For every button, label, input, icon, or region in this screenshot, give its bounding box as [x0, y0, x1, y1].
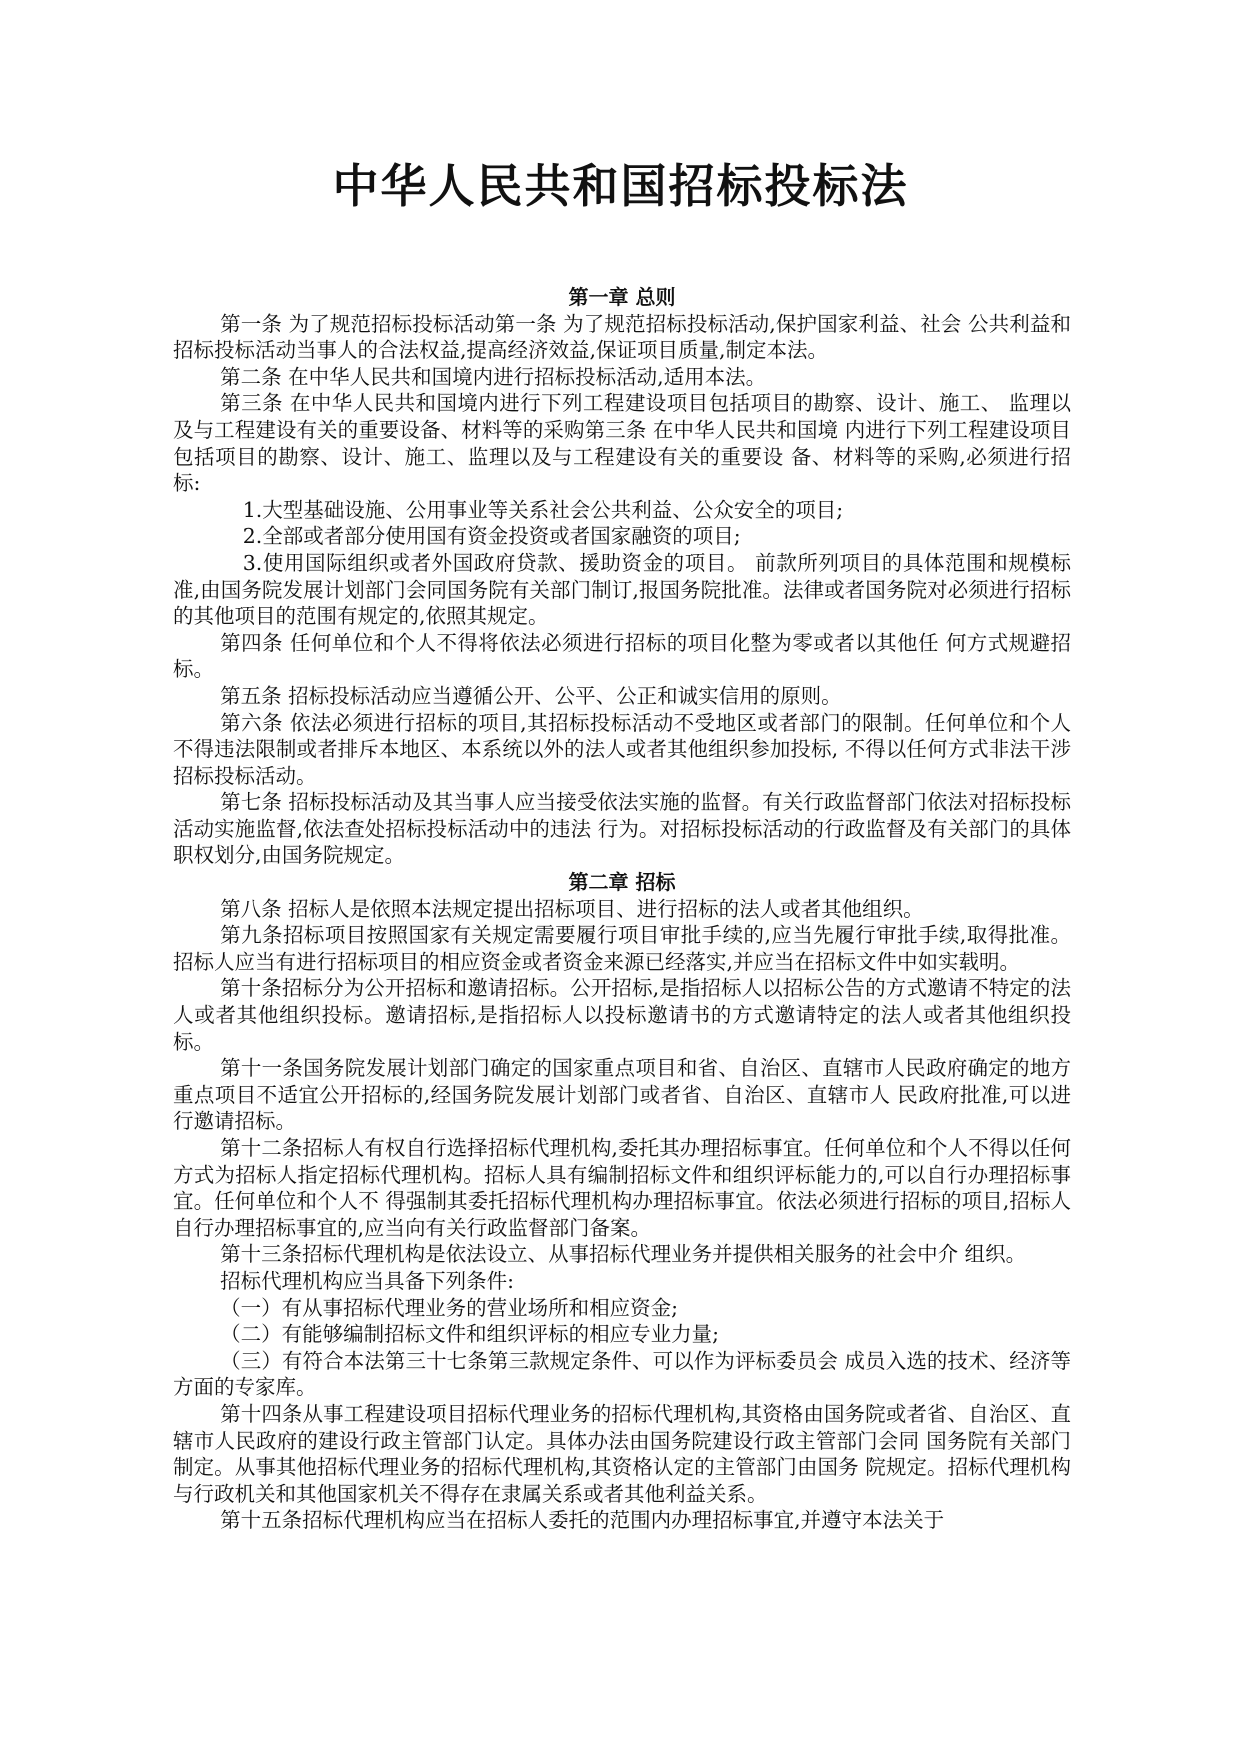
article-3-item-1: 1.大型基础设施、公用事业等关系社会公共利益、公众安全的项目; [242, 497, 844, 522]
chapter-1-heading: 第一章 总则 [568, 285, 676, 309]
condition-2: （二）有能够编制招标文件和组织评标的相应专业力量; [220, 1322, 720, 1347]
article-13-conditions-intro: 招标代理机构应当具备下列条件: [220, 1268, 515, 1293]
condition-3: （三）有符合本法第三十七条第三款规定条件、可以作为评标委员会 成员入选的技术、经济等方面的专家库。 [173, 1348, 1071, 1400]
article-6: 第六条 依法必须进行招标的项目,其招标投标活动不受地区或者部门的限制。任何单位和个人不得违法限制或者排斥本地区、本系统以外的法人或者其他组织参加投标, 不得以任何方式非法干涉招标投标活动。 [173, 710, 1071, 788]
article-3-item-2: 2.全部或者部分使用国有资金投资或者国家融资的项目; [242, 524, 741, 549]
article-14: 第十四条从事工程建设项目招标代理业务的招标代理机构,其资格由国务院或者省、自治区、直辖市人民政府的建设行政主管部门认定。具体办法由国务院建设行政主管部门会同 国务院有关部门制定。从事其他招标代理业务的招标代理机构,其资格认定的主管部门由国务 院规定。招标代理机构与行政机关和其他国家机关不得存在隶属关系或者其他利益关系。 [173, 1401, 1071, 1506]
article-7: 第七条 招标投标活动及其当事人应当接受依法实施的监督。有关行政监督部门依法对招标投标活动实施监督,依法查处招标投标活动中的违法 行为。对招标投标活动的行政监督及有关部门的具体职权划分,由国务院规定。 [173, 790, 1071, 868]
article-10: 第十条招标分为公开招标和邀请招标。公开招标,是指招标人以招标公告的方式邀请不特定的法人或者其他组织投标。邀请招标,是指招标人以投标邀请书的方式邀请特定的法人或者其他组织投标。 [173, 976, 1071, 1054]
article-4: 第四条 任何单位和个人不得将依法必须进行招标的项目化整为零或者以其他任 何方式规避招标。 [173, 630, 1071, 682]
article-1: 第一条 为了规范招标投标活动第一条 为了规范招标投标活动,保护国家利益、社会 公共利益和招标投标活动当事人的合法权益,提高经济效益,保证项目质量,制定本法。 [173, 311, 1071, 363]
article-5: 第五条 招标投标活动应当遵循公开、公平、公正和诚实信用的原则。 [220, 683, 842, 708]
article-3: 第三条 在中华人民共和国境内进行下列工程建设项目包括项目的勘察、设计、施工、 监理以及与工程建设有关的重要设备、材料等的采购第三条 在中华人民共和国境 内进行下列工程建设项目包括项目的勘察、设计、施工、监理以及与工程建设有关的重要设 备、材料等的采购,必须进行招标: [173, 391, 1071, 496]
chapter-2-heading: 第二章 招标 [568, 870, 676, 895]
article-2: 第二条 在中华人民共和国境内进行招标投标活动,适用本法。 [220, 364, 767, 389]
article-11: 第十一条国务院发展计划部门确定的国家重点项目和省、自治区、直辖市人民政府确定的地方重点项目不适宜公开招标的,经国务院发展计划部门或者省、自治区、直辖市人 民政府批准,可以进行邀请招标。 [173, 1056, 1071, 1134]
article-13: 第十三条招标代理机构是依法设立、从事招标代理业务并提供相关服务的社会中介 组织。 [220, 1242, 1027, 1267]
document-body [173, 284, 1071, 1534]
document-title: 中华人民共和国招标投标法 [332, 159, 909, 213]
article-9: 第九条招标项目按照国家有关规定需要履行项目审批手续的,应当先履行审批手续,取得批准。招标人应当有进行招标项目的相应资金或者资金来源已经落实,并应当在招标文件中如实载明。 [173, 923, 1071, 974]
article-15: 第十五条招标代理机构应当在招标人委托的范围内办理招标事宜,并遵守本法关于 [220, 1508, 945, 1533]
article-8: 第八条 招标人是依照本法规定提出招标项目、进行招标的法人或者其他组织。 [220, 896, 924, 921]
condition-1: （一）有从事招标代理业务的营业场所和相应资金; [220, 1295, 679, 1320]
article-12: 第十二条招标人有权自行选择招标代理机构,委托其办理招标事宜。任何单位和个人不得以任何方式为招标人指定招标代理机构。招标人具有编制招标文件和组织评标能力的,可以自行办理招标事宜。任何单位和个人不 得强制其委托招标代理机构办理招标事宜。依法必须进行招标的项目,招标人自行办理招标事宜的,应当向有关行政监督部门备案。 [173, 1136, 1071, 1240]
article-3-item-3: 3.使用国际组织或者外国政府贷款、援助资金的项目。 前款所列项目的具体范围和规模标准,由国务院发展计划部门会同国务院有关部门制订,报国务院批准。法律或者国务院对必须进行招标的其他项目的范围有规定的,依照其规定。 [173, 550, 1071, 629]
